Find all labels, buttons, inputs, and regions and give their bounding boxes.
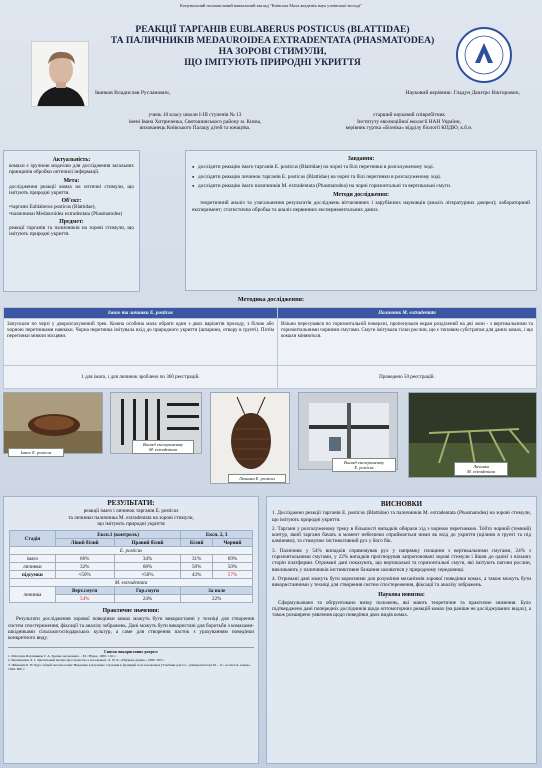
header-cell: Чорний: [212, 539, 252, 547]
intro-card: [3, 150, 140, 292]
conclusions-title: ВИСНОВКИ: [380, 500, 423, 508]
task-item: ● дослідити реакцію імаго тарганів E. posticus (Blattidae) на чорні та білі перетинки в розгалуженому ході.: [192, 164, 530, 170]
palace-logo: [454, 25, 514, 85]
photo-caption: Вигляд експерименту M. extradentata: [132, 440, 194, 454]
task-item: ● дослідити реакцію імаго паличників M. extradentata (Phasmatodea) на чорні горизонтальні та вертикальні смуги.: [192, 183, 530, 189]
adult-cockroach-photo: [3, 392, 103, 454]
header-cell: Стадія: [10, 531, 56, 547]
aim-heading: Мета:: [63, 177, 80, 184]
conclusion-item: 3. Паличник у 54% випадків спрямовував рух у напрямку площини з вертикальними смугами, 24% з горизонтальними смугами, у 22% випадків проігнорував запропоновані зорові стимули і йшов до однієї з вільних сторін платформи. Отримані дані показують, що вертикальні та горизонтальні смуги, які імітують пагони рослин, викликають у паличників інстинктивне бажання заховатися у природному середовищі.: [272, 547, 531, 573]
photo-caption: Личинка M. extradentata: [454, 462, 508, 476]
task-item: ● дослідити реакцію личинок тарганів E. posticus (Blattidae) на чорні та білі перетинки в розгалуженому ході.: [192, 174, 530, 180]
author-name: Іванков Владислав Русланович,: [95, 90, 171, 96]
method-count: Проведено 50 реєстрацій.: [277, 366, 536, 389]
results-table: Стадія Експ.1 (контроль) Експ. 2, 3 Лівий білий Правий білий Білий Чорний E. posticus імаго 66% 34% 31% 69% личинки 32% 68% 50% 50% підсумки ≈50% ≈50% 43% 57% M. extradentata личинка Верт.смуги Гор.смуги За поле 54% 24% 22%: [9, 530, 253, 603]
practical-heading: Практичне значення:: [102, 608, 160, 615]
table-row: личинки 32% 68% 50% 50%: [10, 563, 253, 571]
relevance-heading: Актуальність:: [52, 157, 91, 163]
author-affiliation: учень 10 класу школи І-ІІІ ступенів № 13 імені Івана Хитриченка, Святошинського району м. Києва, вихованець Київського Палацу дітей та юнацтва.: [128, 112, 262, 132]
photo-caption: Імаго E. posticus: [8, 448, 64, 457]
methodology-title: Методика дослідження:: [237, 296, 305, 303]
conclusion-item: 2. Таргани у розгалуженому треку в більшості випадків обирали хід з чорною перетинкою. Тобто чорний (темний) контур, який таргани бачать в момент небезпеки сприймається ними як вхід до укриття (щілини в ґрунті та під камінням), та стимулює інстинктивний рух у його бік.: [272, 525, 531, 545]
object-item: •таргани Eublaberus posticus (Blattidae),: [9, 204, 96, 211]
table-row: підсумки ≈50% ≈50% 43% 57%: [10, 571, 253, 579]
photo-caption: Личинка E. posticus: [228, 474, 286, 483]
method-count: 1 для імаго, і для личинок зроблено по 360 реєстрацій.: [4, 366, 278, 389]
author-photo: [31, 41, 89, 107]
tasks-heading: Завдання:: [347, 156, 375, 162]
methods-text: теоретичний аналіз та узагальнення результатів досліджень вітчизняних і зарубіжних науковців (аналіз літературних джерел); лабораторний експеримент; статистична обробка та аналіз первинних експериментальних даних.: [192, 200, 530, 213]
subject-text: реакції тарганів та паличників на зорові стимули, що імітують природні укриття.: [9, 225, 134, 238]
conclusion-item: 4. Отримані дані можуть бути корисними для розуміння механізмів зорової поведінки комах, а також можуть бути використанними у техніці для створення систем спостереження, фіксації та аналізу зображень.: [272, 575, 531, 589]
tasks-card: [185, 150, 537, 291]
conclusion-item: 1. Досліджено реакції тарганів E. posticus (Blattidae) та паличників M. extradentata (Phasmatodea) на зорові стимули, що імітують природні укриття.: [272, 510, 531, 523]
conclusions-card: [266, 496, 537, 764]
species-row: M. extradentata: [10, 579, 253, 587]
method-cell: Запускали по черзі у дворозгалужений трек. Кожна особина мала обрати один з двох варіантів проходу, з білою або чорною перетинками навпаки. Чорна перетинка імітувала вхід до природного укриття (шпарини, отвору в ґрунті). Потім перетинки міняли місцями.: [4, 319, 278, 366]
object-heading: Об'єкт:: [61, 198, 82, 205]
novelty-text: Сформульовано та обґрунтовано низку положень, які мають теоретичне та практичне значення. Було підтверджено дані попередніх дослідників щодо оптомоторних реакцій комах (на раніше не досліджуваних видах), а також розширено уявлення щодо поведінки двох видів комах.: [272, 599, 531, 619]
supervisor-affiliation: старший науковий співробітник Інституту еволюційної екології НАН України, керівник гуртка «Біоніка» відділу біології КПДЮ, к.б.н.: [345, 112, 473, 132]
header-cell: Лівий білий: [55, 539, 114, 547]
methodology-table: [3, 307, 537, 389]
table-row: імаго 66% 34% 31% 69%: [10, 555, 253, 563]
results-card: [3, 496, 259, 764]
poster-title: РЕАКЦІЇ ТАРГАНІВ EUBLABERUS POSTICUS (BLATTIDAE) ТА ПАЛИЧНИКІВ MEDAUROIDEA EXTRADENTATA (PHASMATODEA) НА ЗОРОВІ СТИМУЛИ, ЩО ІМІТУЮТЬ ПРИРОДНІ УКРИТТЯ: [110, 24, 435, 68]
header-cell: Експ.1 (контроль): [55, 531, 181, 539]
supervisor-name: Науковий керівник: Гладун Дмитро Вікторович,: [405, 90, 520, 96]
method-col-header: Імаго та личинки E. posticus: [4, 308, 278, 319]
results-subtitle: реакції імаго і личинок тарганів E. posticus та личинки паличника M. extradentata на зорові стимули, що імітують природні укриття: [68, 508, 194, 527]
results-title: РЕЗУЛЬТАТИ:: [107, 499, 155, 507]
references: Список використаних джерел: 1. Мазохин-Поршняков Г. А. Зрение насекомых. - М.: Наука, 1965. 116 с. 2. Франценюк Л. І. Зрительный анализ пространства у насекомых. Л. Н. К. «Наукова думка», 1980. 285 с. 3. Шванвич Б. Н. Курс общей энтомологии: Введение в изучение строения и функций тела насекомых (Учебник для гос. университетов) М. - Л.: «Советск. наука», 1949. 900 с.: [8, 647, 254, 671]
table-row: 54% 24% 22%: [10, 595, 253, 603]
stage-cell: личинка: [10, 587, 56, 603]
aim-text: дослідження реакції комах на оптичні стимули, що імітують природні укриття.: [9, 183, 134, 197]
object-item: •паличники Medauroidea extradentata (Phasmatodea): [9, 210, 123, 217]
header-cell: Правий білий: [114, 539, 181, 547]
relevance-text: комахи є зручною моделлю для дослідження загальних принципів обробки оптичної інформації.: [9, 163, 134, 176]
cockroach-larva-photo: [210, 392, 290, 484]
institution-line: Комунальний позашкільний навчальний заклад "Київська Мала академія наук учнівської молоді": [180, 3, 362, 8]
method-col-header: Паличник M. extradentata: [277, 308, 536, 319]
photo-caption: Вигляд експерименту E. posticus: [332, 458, 396, 472]
header-cell: Експ. 2, 3: [181, 531, 253, 539]
header-cell: Білий: [181, 539, 213, 547]
species-row: E. posticus: [10, 547, 253, 555]
methods-heading: Методи дослідження:: [333, 192, 389, 199]
practical-text: Результати дослідження зорової поведінки комах можуть бути використанні у техніці для створення систем спостереження, фіксації та аналізу зображень. Дані можуть бути використані для боротьби з комахами-шкідниками сільськогосподарських культур, а саме для створення пасток з урахуванням поведінки конкретного виду.: [8, 616, 254, 642]
method-cell: Вільно пересувався по горизонтальній поверхні, пропонували екран розділений на дві зони - з вертикальними та горизонтальними чорними смугами. Смуги імітували гілки рослин, що є типовим субстратом для даних комах, і що комахи міняються.: [277, 319, 536, 366]
subject-heading: Предмет:: [59, 218, 84, 225]
novelty-heading: Наукова новизна:: [378, 591, 425, 598]
